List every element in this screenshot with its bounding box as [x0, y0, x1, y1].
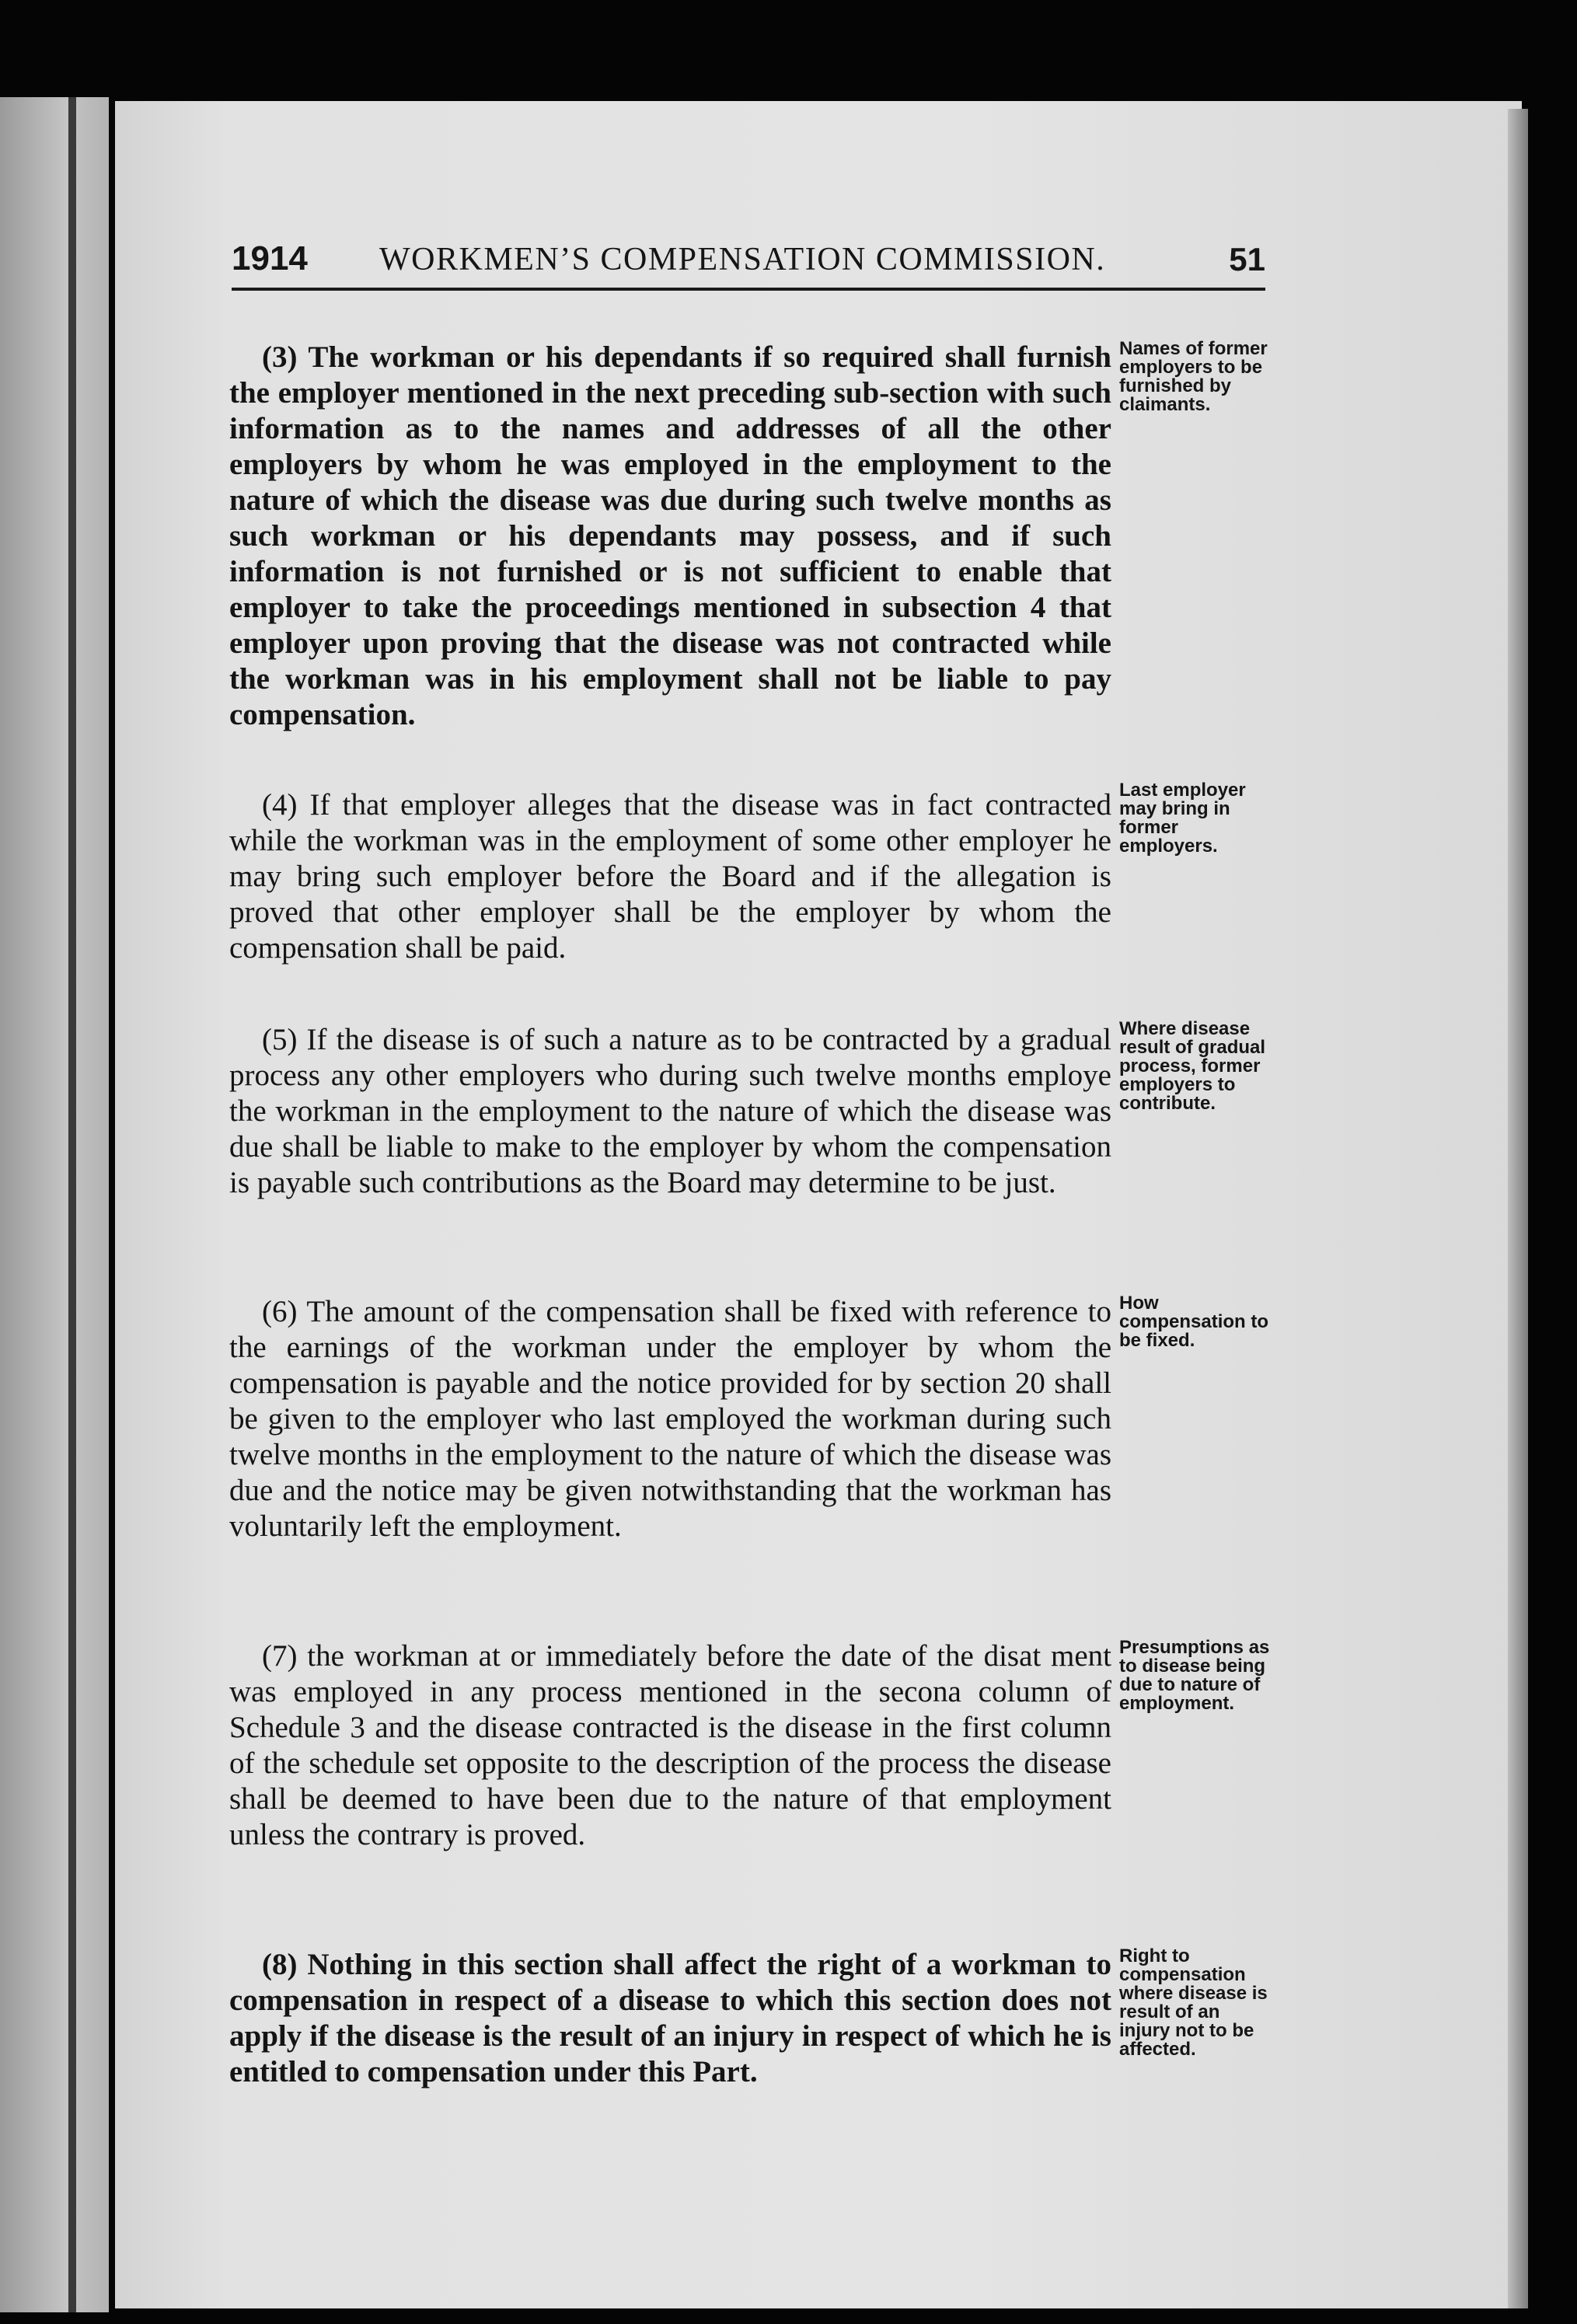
section-6 [229, 1294, 1111, 1544]
section-4 [229, 787, 1111, 966]
section-5-text: (5) If the disease is of such a nature as to be contracted by a gradual process any other employers who during such twelve months employe the workman in the employment to the nature of which the disease was due shall be liable to make to the employer by whom the compensation is payable such contributions as the Board may determine to be just. [229, 1023, 1111, 1199]
section-5 [229, 1022, 1111, 1201]
margin-note-7: Presumptions as to disease being due to nature of employment. [1119, 1637, 1270, 1714]
margin-note-8: Right to compensation where disease is result of an injury not to be affected. [1119, 1945, 1268, 2060]
margin-note-6: How compensation to be fixed. [1119, 1293, 1269, 1351]
section-7 [229, 1638, 1111, 1853]
header-title: WORKMEN’S COMPENSATION COMMISSION. [379, 242, 1106, 277]
left-page-edge [68, 97, 76, 2312]
running-header [232, 239, 1265, 286]
page-number: 51 [1229, 241, 1265, 277]
section-4-text: (4) If that employer alleges that the disease was in fact contracted while the workman was in the employment of some other employer he may bring such employer before the Board and if the allegation is proved that other employer shall be the employer by whom the compensation shall be paid. [229, 788, 1111, 965]
section-8 [229, 1947, 1111, 2090]
margin-note-5: Where disease result of gradual process, former employers to contribute. [1119, 1018, 1266, 1114]
header-year: 1914 [232, 239, 308, 277]
page-right-edge [1508, 109, 1528, 2308]
section-3-text: (3) The workman or his dependants if so required shall furnish the employer mentioned in the next preceding sub-section with such information as to the names and addresses of all the other employers by whom he was employed in the employment to the nature of which the disease was due during such twelve months as such workman or his dependants may possess, and if such information is not furnished or is not sufficient to enable that employer to take the proceedings mentioned in subsection 4 that employer upon proving that the disease was not contracted while the workman was in his employment shall not be liable to pay compensation. [229, 340, 1111, 731]
header-rule [232, 288, 1265, 291]
margin-note-3: Names of former employers to be furnished by claimants. [1119, 338, 1268, 415]
section-6-text: (6) The amount of the compensation shall be fixed with reference to the earnings of the workman under the employer by whom the compensation is payable and the notice provided for by section 20 shall be given to the employer who last employed the workman during such twelve months in the employment to the nature of which the disease was due and the notice may be given notwithstanding that the workman has voluntarily left the employment. [229, 1295, 1111, 1543]
left-page [0, 97, 109, 2312]
section-7-text: (7) the workman at or immediately before the date of the disat ment was employed in any process mentioned in the secona column of Schedule 3 and the disease contracted is the disease in the first column of the schedule set opposite to the description of the process the disease shall be deemed to have been due to the nature of that employment unless the contrary is proved. [229, 1639, 1111, 1851]
section-3 [229, 340, 1111, 733]
margin-note-4: Last employer may bring in former employers. [1119, 780, 1246, 857]
section-8-text: (8) Nothing in this section shall affect the right of a workman to compensation in respect of a disease to which this section does not apply if the disease is the result of an injury in respect of which he is entitled to compensation under this Part. [229, 1948, 1111, 2088]
